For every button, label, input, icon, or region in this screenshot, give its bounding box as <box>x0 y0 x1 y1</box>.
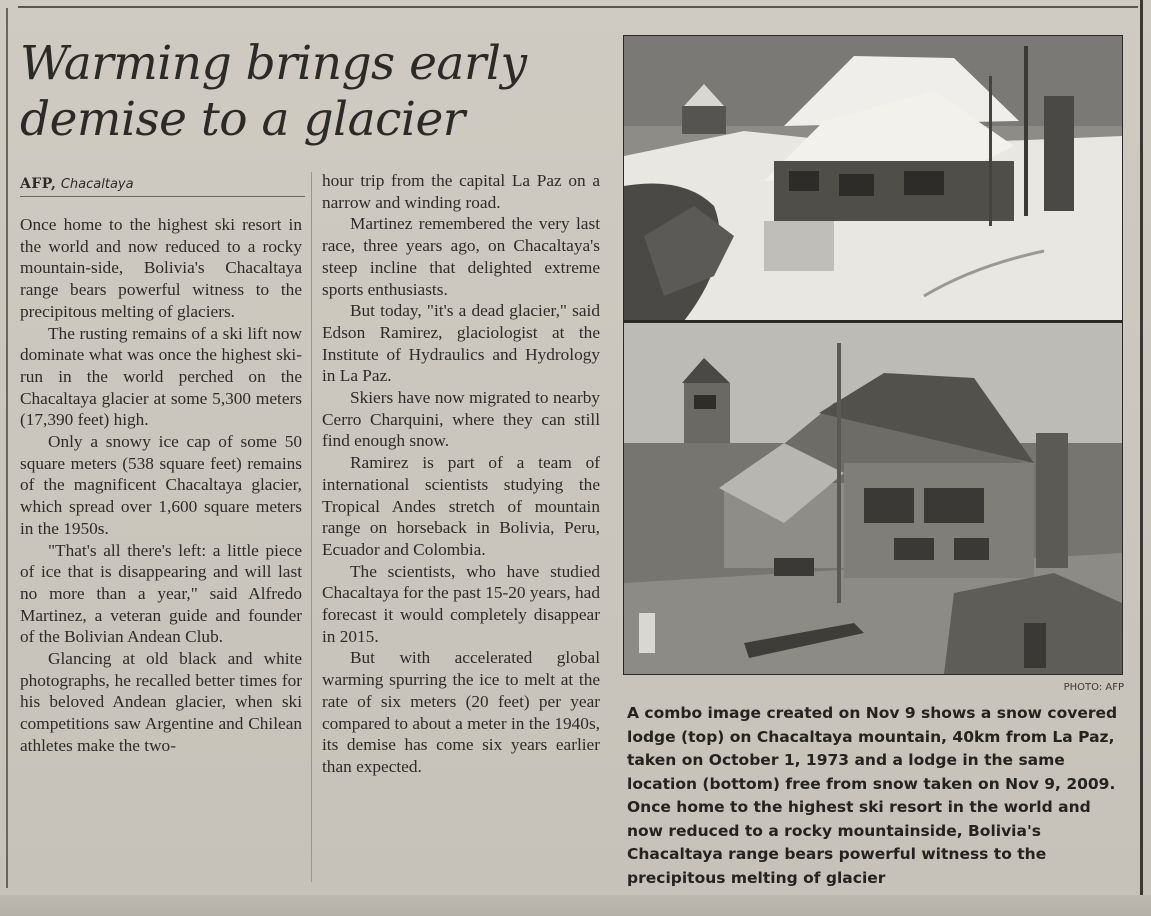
top-photo-snow-lodge <box>624 36 1122 321</box>
paragraph: The scientists, who have studied Chacaltaya for the past 15-20 years, had forecast it would completely disappear in 2015. <box>322 561 600 646</box>
article-headline: Warming brings early demise to a glacier <box>20 36 527 147</box>
right-rule <box>1140 0 1143 916</box>
photo-caption: A combo image created on Nov 9 shows a snow covered lodge (top) on Chacaltaya mountain, 40km from La Paz, taken on October 1, 1973 and a lodge in the same location (bottom) free from snow taken on Nov 9, 2009. Once home to the highest ski resort in the world and now reduced to a rocky mountainside, Bolivia's Chacaltaya range bears powerful witness to the precipitous melting of glacier <box>627 704 1118 887</box>
paragraph: Once home to the highest ski resort in the world and now reduced to a rocky mountain-side, Bolivia's Chacaltaya range bears powerful witness to the precipitous melting of glaciers. <box>20 215 302 321</box>
column-divider <box>311 172 312 882</box>
top-rule <box>18 6 1138 8</box>
byline-location: Chacaltaya <box>60 177 134 192</box>
paragraph: But today, "it's a dead glacier," said Edson Ramirez, glaciologist at the Institute of Hydraulics and Hydrology in La Paz. <box>322 301 600 386</box>
paragraph: hour trip from the capital La Paz on a narrow and winding road. <box>322 171 600 212</box>
byline-agency: AFP, <box>20 176 57 192</box>
article-column-1 <box>20 214 302 757</box>
photo-credit: PHOTO: AFP <box>1063 682 1124 693</box>
lodge-photo-illustration <box>624 36 1122 674</box>
byline <box>20 176 305 197</box>
bottom-photo-rocky-lodge <box>624 323 1122 674</box>
paragraph: Only a snowy ice cap of some 50 square meters (538 square feet) remains of the magnificent Chacaltaya glacier, which spread over 1,600 square meters in the 1950s. <box>20 432 302 538</box>
paragraph: Skiers have now migrated to nearby Cerro Charquini, where they can still find enough snow. <box>322 388 600 451</box>
paragraph: Glancing at old black and white photographs, he recalled better times for his beloved Andean glacier, when ski competitions saw Argentine and Chilean athletes make the two- <box>20 649 302 755</box>
left-rule <box>6 8 8 888</box>
page-bottom-edge <box>0 895 1151 916</box>
article-column-2 <box>322 170 600 778</box>
combo-photo <box>623 35 1123 675</box>
paragraph: Ramirez is part of a team of international scientists studying the Tropical Andes stretch of mountain range on horseback in Bolivia, Peru, Ecuador and Colombia. <box>322 453 600 559</box>
paragraph: Martinez remembered the very last race, three years ago, on Chacaltaya's steep incline that delighted extreme sports enthusiasts. <box>322 214 600 299</box>
paragraph: The rusting remains of a ski lift now dominate what was once the highest ski-run in the world perched on the Chacaltaya glacier at some 5,300 meters (17,390 feet) high. <box>20 323 302 430</box>
paragraph: "That's all there's left: a little piece of ice that is disappearing and will last no more than a year," said Alfredo Martinez, a veteran guide and founder of the Bolivian Andean Club. <box>20 540 302 647</box>
paragraph: But with accelerated global warming spurring the ice to melt at the rate of six meters (20 feet) per year compared to about a meter in the 1940s, its demise has come six years earlier than expected. <box>322 648 600 776</box>
